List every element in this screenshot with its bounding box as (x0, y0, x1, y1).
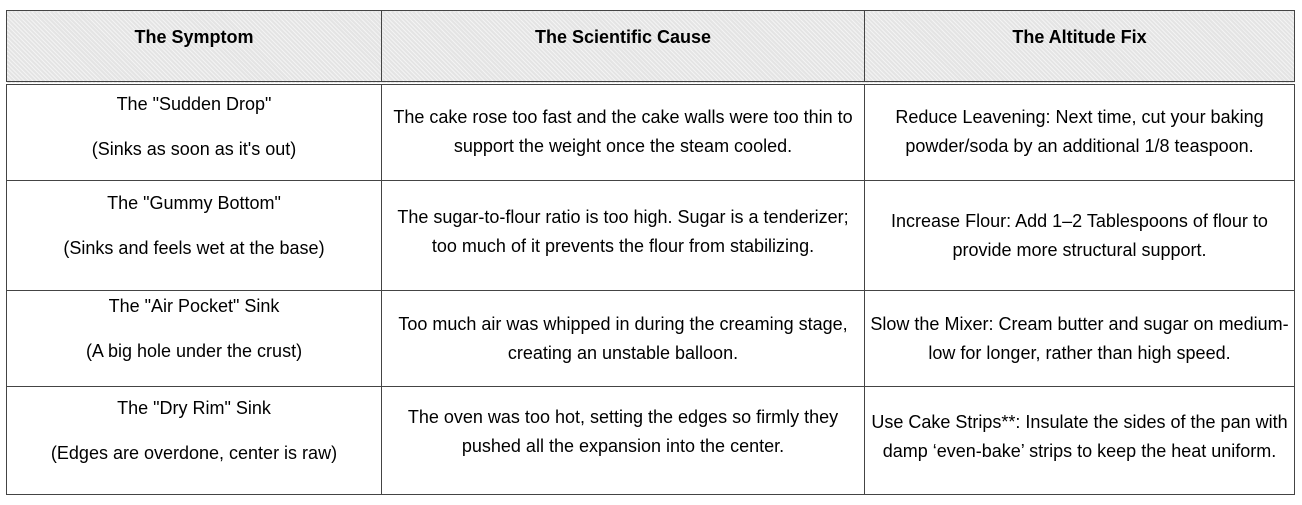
fix-cell: Increase Flour: Add 1–2 Tablespoons of flour to provide more structural support. (865, 181, 1295, 291)
cause-cell: The sugar-to-flour ratio is too high. Sugar is a tenderizer; too much of it prevents the flour from stabilizing. (382, 181, 865, 291)
symptom-name: The "Dry Rim" Sink (117, 398, 271, 418)
symptom-cell (7, 291, 382, 387)
cause-cell: The cake rose too fast and the cake walls were too thin to support the weight once the steam cooled. (382, 83, 865, 181)
table-row (7, 291, 1295, 387)
table-row (7, 83, 1295, 181)
symptom-cell (7, 83, 382, 181)
table-row (7, 387, 1295, 495)
cause-cell: Too much air was whipped in during the creaming stage, creating an unstable balloon. (382, 291, 865, 387)
header-scientific-cause: The Scientific Cause (382, 11, 865, 83)
symptom-note: (Edges are overdone, center is raw) (50, 443, 338, 463)
symptom-name: The "Sudden Drop" (116, 93, 272, 114)
table-header-row (7, 11, 1295, 83)
table-row (7, 181, 1295, 291)
cause-cell: The oven was too hot, setting the edges so firmly they pushed all the expansion into the center. (382, 387, 865, 495)
cake-sink-troubleshooting-table (6, 10, 1295, 495)
header-altitude-fix: The Altitude Fix (865, 11, 1295, 83)
header-symptom: The Symptom (7, 11, 382, 83)
symptom-note: (A big hole under the crust) (85, 341, 303, 361)
fix-cell: Slow the Mixer: Cream butter and sugar on medium-low for longer, rather than high speed. (865, 291, 1295, 387)
symptom-note: (Sinks and feels wet at the base) (63, 238, 325, 258)
fix-cell: Reduce Leavening: Next time, cut your baking powder/soda by an additional 1/8 teaspoon. (865, 83, 1295, 181)
symptom-name: The "Air Pocket" Sink (108, 296, 280, 316)
symptom-note: (Sinks as soon as it's out) (91, 138, 297, 159)
symptom-cell (7, 181, 382, 291)
fix-cell: Use Cake Strips**: Insulate the sides of the pan with damp ‘even-bake’ strips to keep the heat uniform. (865, 387, 1295, 495)
symptom-name: The "Gummy Bottom" (107, 193, 281, 213)
symptom-cell (7, 387, 382, 495)
